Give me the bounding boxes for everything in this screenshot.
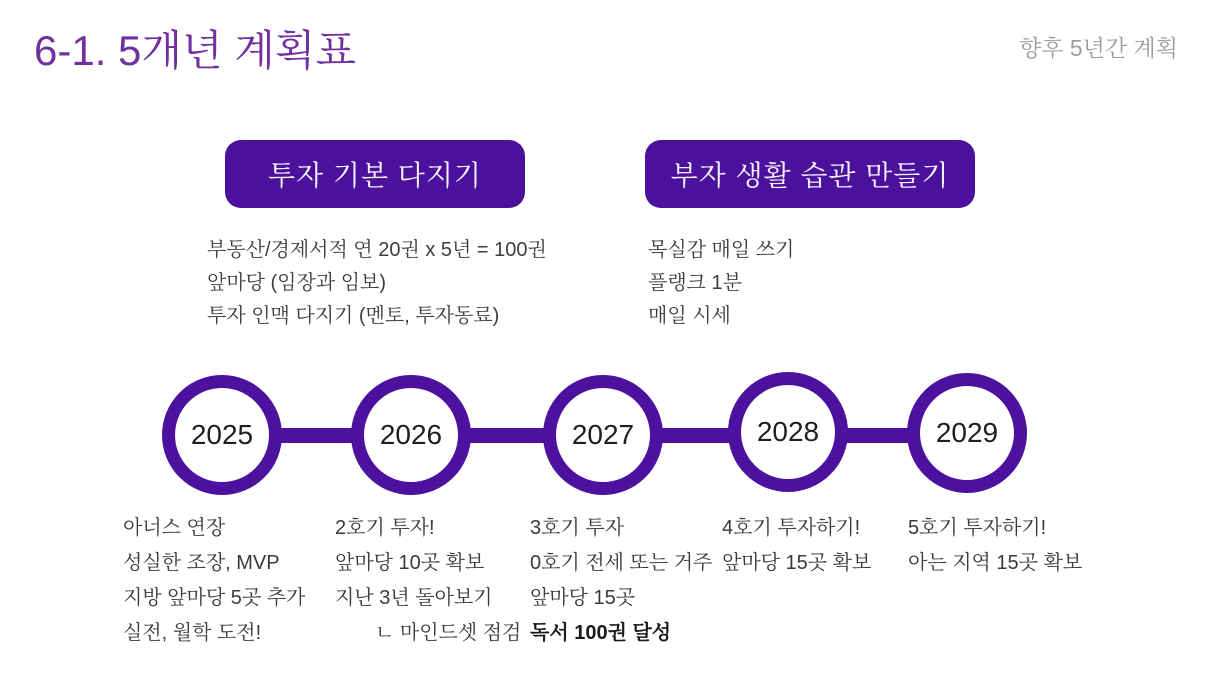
list-item: 지방 앞마당 5곳 추가 — [123, 587, 306, 609]
list-item: 앞마당 10곳 확보 — [335, 552, 485, 574]
list-item: 앞마당 (임장과 임보) — [207, 272, 386, 294]
card-header-invest-basics — [225, 140, 525, 208]
list-item: 매일 시세 — [648, 305, 731, 327]
year-circle-2029 — [907, 373, 1027, 493]
year-circle-2025 — [162, 375, 282, 495]
card-list-rich-habits — [648, 234, 794, 333]
page-title: 6-1. 5개년 계획표 — [34, 27, 356, 74]
list-item: 플랭크 1분 — [648, 272, 742, 294]
list-item: 앞마당 15곳 — [530, 587, 636, 609]
year-label: 2025 — [190, 419, 254, 450]
year-circle-2026 — [351, 375, 471, 495]
list-item: 성실한 조장, MVP — [123, 552, 280, 574]
list-item: 부동산/경제서적 연 20권 x 5년 = 100권 — [207, 239, 547, 261]
list-item: 투자 인맥 다지기 (멘토, 투자동료) — [207, 305, 500, 327]
list-item: 5호기 투자하기! — [908, 517, 1047, 539]
list-item: 4호기 투자하기! — [722, 517, 861, 539]
year-notes-2025 — [123, 511, 305, 651]
list-item-highlight: 독서 100권 달성 — [530, 622, 672, 644]
list-item: 아는 지역 15곳 확보 — [908, 552, 1083, 574]
card-list-invest-basics — [207, 234, 547, 333]
year-label: 2026 — [379, 419, 443, 450]
year-circle-2028 — [728, 372, 848, 492]
year-notes-2029 — [908, 511, 1082, 581]
list-item: 3호기 투자 — [530, 517, 624, 539]
year-notes-2028 — [722, 511, 871, 581]
list-item: 실전, 월학 도전! — [123, 622, 262, 644]
list-item: 2호기 투자! — [335, 517, 435, 539]
year-label: 2029 — [935, 417, 999, 448]
year-notes-2027 — [530, 511, 712, 651]
slide-subtitle: 향후 5년간 계획 — [1019, 35, 1178, 61]
card-header-label: 투자 기본 다지기 — [268, 160, 482, 191]
list-item: 0호기 전세 또는 거주 — [530, 552, 713, 574]
list-item: 아너스 연장 — [123, 517, 226, 539]
card-header-label: 부자 생활 습관 만들기 — [670, 160, 950, 191]
list-item-sub: ㄴ 마인드셋 점검 — [375, 622, 522, 644]
year-label: 2027 — [571, 419, 635, 450]
year-circle-2027 — [543, 375, 663, 495]
list-item: 앞마당 15곳 확보 — [722, 552, 872, 574]
year-label: 2028 — [756, 416, 820, 447]
card-header-rich-habits — [645, 140, 975, 208]
list-item: 목실감 매일 쓰기 — [648, 239, 795, 261]
list-item: 지난 3년 돌아보기 — [335, 587, 493, 609]
year-notes-2026 — [335, 511, 521, 651]
